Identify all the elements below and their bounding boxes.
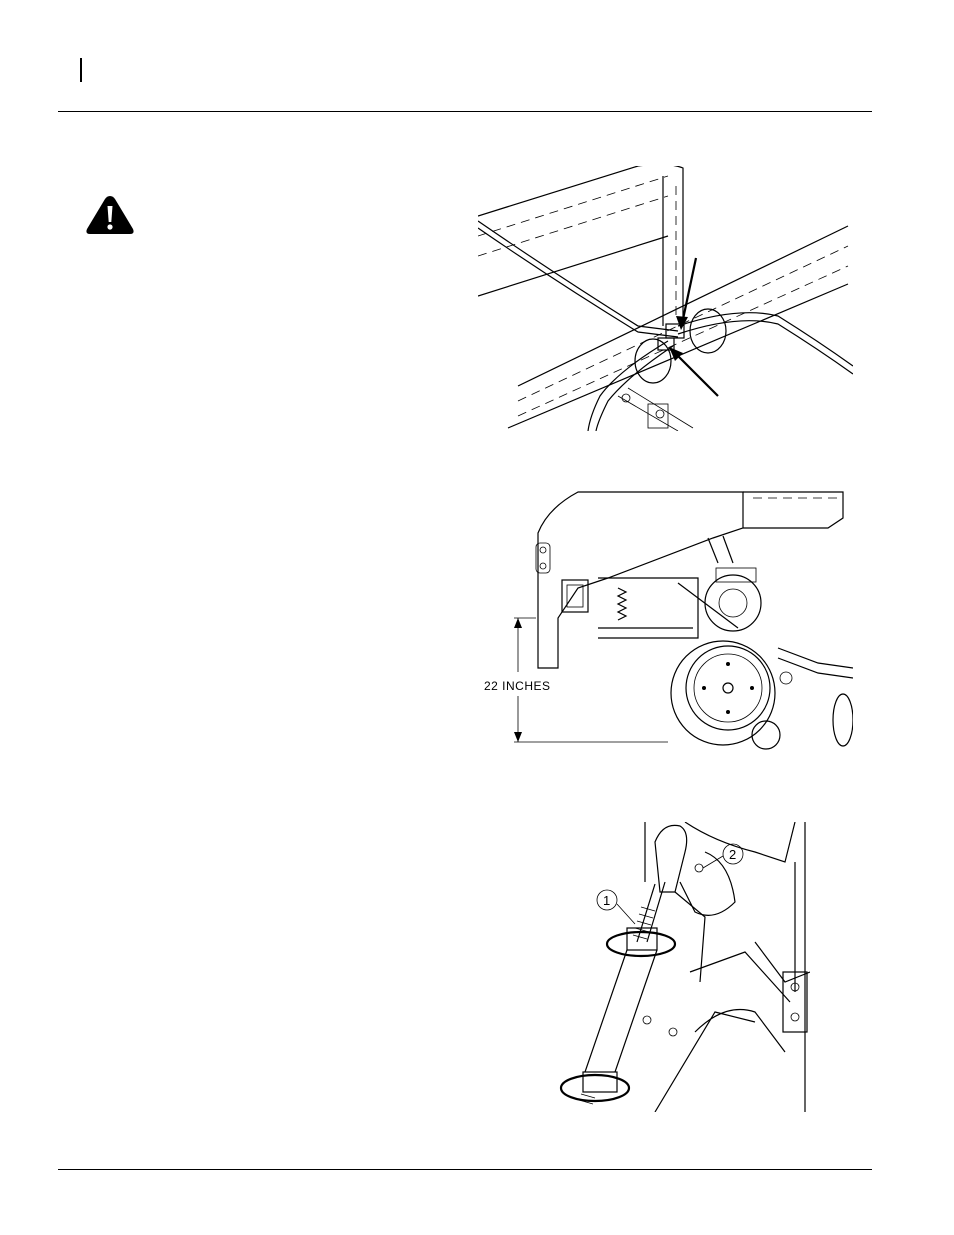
hose-coupler-figure	[478, 166, 853, 431]
callout-1: 1	[603, 893, 611, 908]
header-rule	[58, 111, 872, 112]
dimension-label: 22 INCHES	[484, 679, 551, 693]
row-unit-height-figure	[478, 488, 853, 750]
callout-2: 2	[729, 847, 737, 862]
header-margin-mark	[80, 58, 82, 82]
warning-triangle-icon	[84, 193, 136, 237]
spring-adjust-figure	[555, 822, 810, 1112]
footer-rule	[58, 1169, 872, 1170]
